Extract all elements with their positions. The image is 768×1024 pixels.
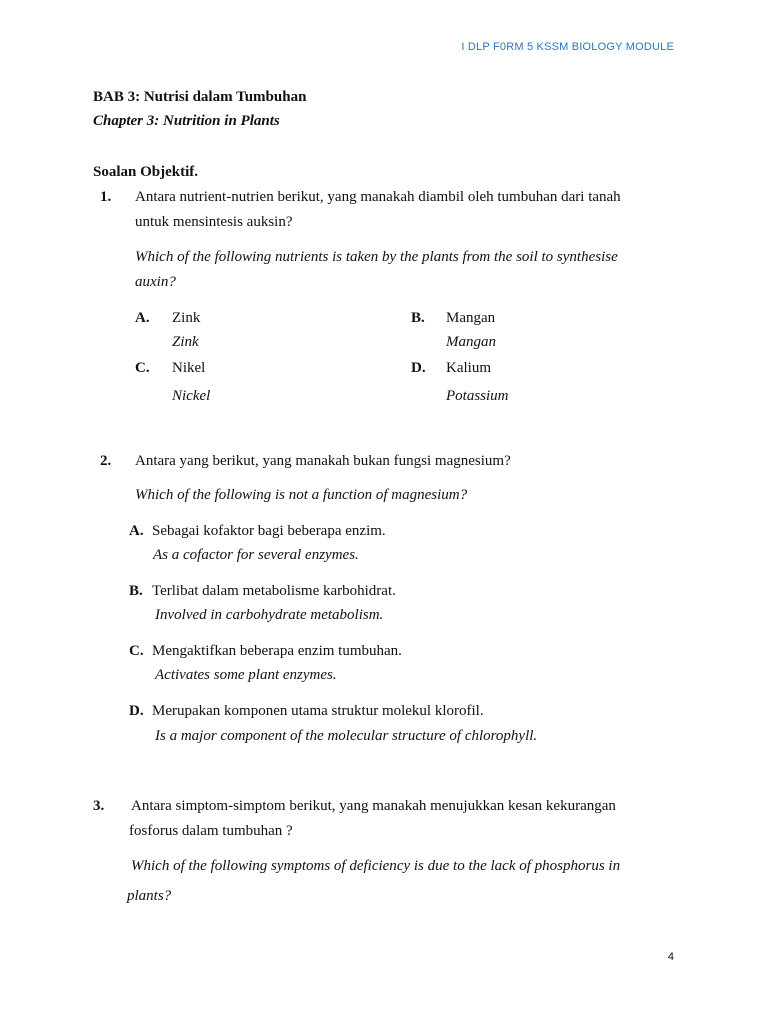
- option-text-ms: Mangan: [446, 310, 496, 326]
- option-text-en: Involved in carbohydrate metabolism.: [155, 607, 384, 623]
- option-text-ms: Merupakan komponen utama struktur molekul klorofil.: [152, 703, 484, 719]
- option-text-en: Potassium: [446, 388, 509, 404]
- question-number: 2.: [100, 453, 112, 469]
- option-letter: C.: [135, 360, 150, 376]
- question-text-en: Which of the following symptoms of deficiency is due to the lack of phosphorus in: [131, 858, 621, 874]
- question-text-en: plants?: [127, 888, 172, 904]
- option-text-en: Activates some plant enzymes.: [155, 667, 337, 683]
- option-text-ms: Terlibat dalam metabolisme karbohidrat.: [152, 583, 396, 599]
- option-text-ms: Zink: [172, 310, 201, 326]
- option-letter: C.: [129, 643, 144, 659]
- page-number: 4: [667, 951, 674, 963]
- module-header: I DLP F0RM 5 KSSM BIOLOGY MODULE: [461, 41, 674, 53]
- question-text-ms: Antara simptom-simptom berikut, yang manakah menujukkan kesan kekurangan: [131, 798, 616, 814]
- option-text-ms: Kalium: [446, 360, 491, 376]
- option-text-en: Mangan: [446, 334, 496, 350]
- option-text-ms: Nikel: [172, 360, 206, 376]
- option-letter: D.: [411, 360, 426, 376]
- option-letter: A.: [135, 310, 150, 326]
- option-letter: B.: [411, 310, 425, 326]
- chapter-title-ms: BAB 3: Nutrisi dalam Tumbuhan: [93, 89, 307, 105]
- question-text-en: auxin?: [135, 274, 176, 290]
- question-number: 3.: [93, 798, 105, 814]
- question-text-en: Which of the following nutrients is taken by the plants from the soil to synthesise: [135, 249, 618, 265]
- question-text-ms: untuk mensintesis auksin?: [135, 214, 293, 230]
- section-title: Soalan Objektif.: [93, 164, 199, 180]
- option-letter: B.: [129, 583, 143, 599]
- option-letter: D.: [129, 703, 144, 719]
- option-text-ms: Mengaktifkan beberapa enzim tumbuhan.: [152, 643, 402, 659]
- question-text-en: Which of the following is not a function of magnesium?: [135, 487, 468, 503]
- option-text-en: Is a major component of the molecular structure of chlorophyll.: [155, 728, 538, 744]
- question-text-ms: fosforus dalam tumbuhan ?: [129, 823, 293, 839]
- option-letter: A.: [129, 523, 144, 539]
- question-number: 1.: [100, 189, 112, 205]
- option-text-ms: Sebagai kofaktor bagi beberapa enzim.: [152, 523, 386, 539]
- option-text-en: Zink: [172, 334, 199, 350]
- question-text-ms: Antara yang berikut, yang manakah bukan fungsi magnesium?: [135, 453, 511, 469]
- option-text-en: As a cofactor for several enzymes.: [153, 547, 359, 563]
- question-text-ms: Antara nutrient-nutrien berikut, yang manakah diambil oleh tumbuhan dari tanah: [135, 189, 621, 205]
- option-text-en: Nickel: [172, 388, 211, 404]
- chapter-title-en: Chapter 3: Nutrition in Plants: [93, 113, 280, 129]
